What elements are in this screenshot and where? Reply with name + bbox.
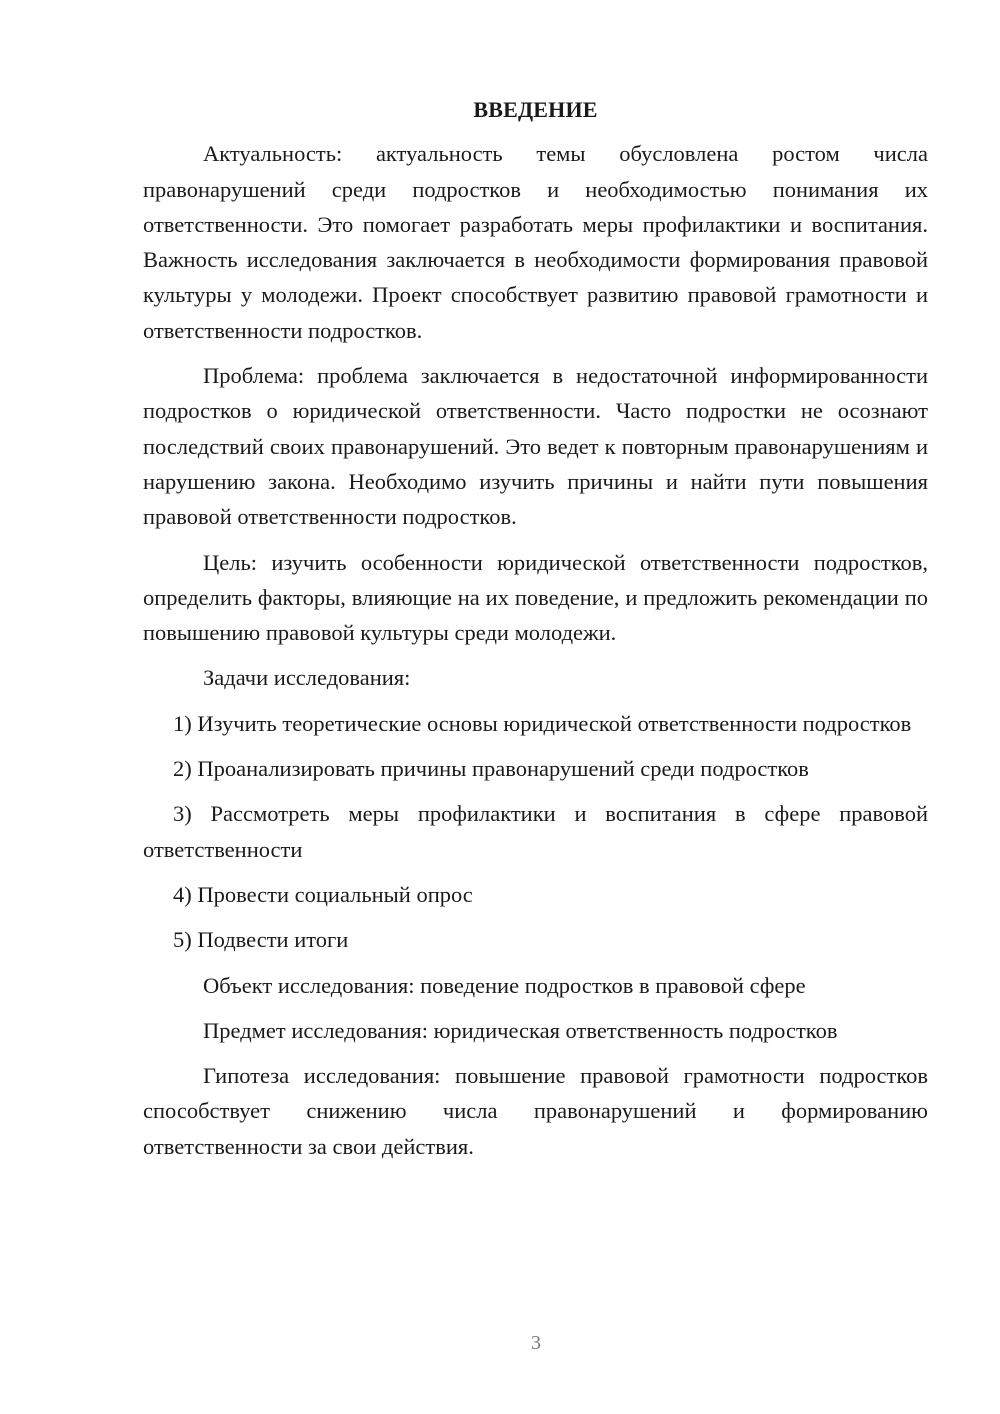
goal-paragraph: Цель: изучить особенности юридической ответственности подростков, определить факторы, влияющие на их поведение, и предложить рекомендации по повышению правовой культуры среди молодежи. (143, 549, 928, 646)
task-item-1: 1) Изучить теоретические основы юридической ответственности подростков (173, 710, 912, 736)
tasks-label: Задачи исследования: (203, 665, 411, 691)
document-page (143, 92, 928, 1174)
task-item-4: 4) Провести социальный опрос (173, 881, 473, 907)
section-heading: ВВЕДЕНИЕ (473, 97, 598, 122)
task-item-3: 3) Рассмотреть меры профилактики и воспитания в сфере правовой ответственности (143, 801, 928, 862)
relevance-paragraph: Актуальность: актуальность темы обусловлена ростом числа правонарушений среди подростков и необходимостью понимания их ответственности. Это помогает разработать меры профилактики и воспитания. Важность исследования заключается в необходимости формирования правовой культуры у молодежи. Проект способствует развитию правовой грамотности и ответственности подростков. (143, 141, 928, 343)
task-item-5: 5) Подвести итоги (173, 927, 349, 953)
task-item-2: 2) Проанализировать причины правонарушений среди подростков (173, 756, 809, 782)
problem-paragraph: Проблема: проблема заключается в недостаточной информированности подростков о юридической ответственности. Часто подростки не осознают последствий своих правонарушений. Это ведет к повторным правонарушениям и нарушению закона. Необходимо изучить причины и найти пути повышения правовой ответственности подростков. (143, 363, 928, 530)
research-object: Объект исследования: поведение подростков в правовой сфере (203, 972, 806, 998)
research-hypothesis: Гипотеза исследования: повышение правовой грамотности подростков способствует снижению числа правонарушений и формированию ответственности за свои действия. (143, 1063, 928, 1159)
page-number: 3 (531, 1332, 541, 1354)
research-subject: Предмет исследования: юридическая ответственность подростков (203, 1017, 838, 1043)
